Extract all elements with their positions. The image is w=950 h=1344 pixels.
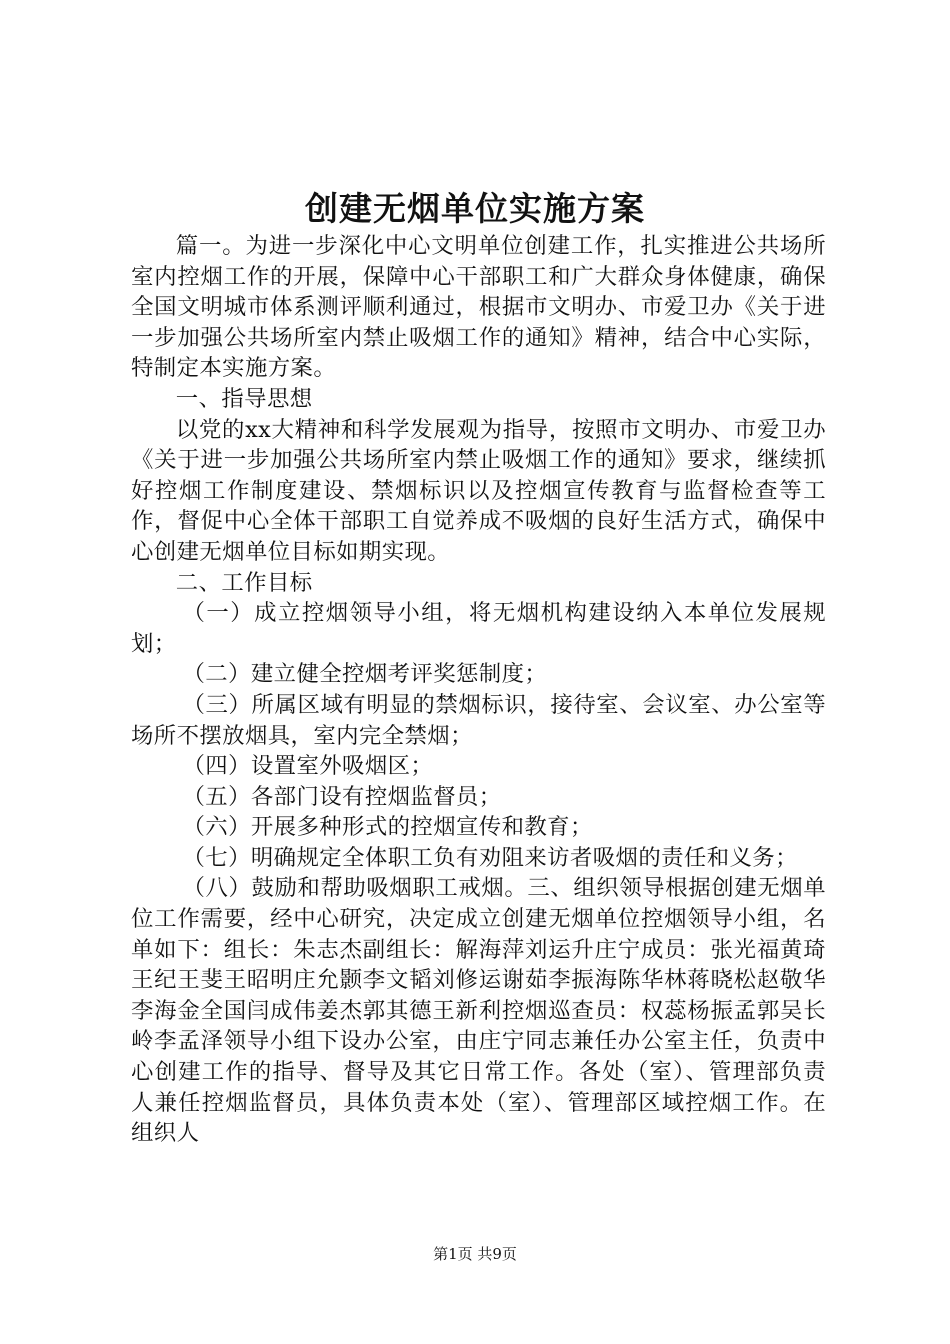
section-heading-guiding-thought: 一、指导思想 — [175, 385, 313, 412]
page-footer: 第1页 共9页 — [433, 1245, 517, 1263]
list-item-goal-6: （六）开展多种形式的控烟宣传和教育； — [182, 814, 593, 841]
document-body — [131, 231, 826, 1149]
list-item-goal-4: （四）设置室外吸烟区； — [182, 753, 434, 780]
list-item-goal-5: （五）各部门设有控烟监督员； — [182, 783, 502, 810]
list-item-goal-3: （三）所属区域有明显的禁烟标识，接待室、会议室、办公室等场所不摆放烟具，室内完全禁烟； — [131, 691, 826, 749]
list-item-goal-7: （七）明确规定全体职工负有劝阻来访者吸烟的责任和义务； — [182, 844, 798, 871]
paragraph-guiding-thought: 以党的xx大精神和科学发展观为指导，按照市文明办、市爱卫办《关于进一步加强公共场所室内禁止吸烟工作的通知》要求，继续抓好控烟工作制度建设、禁烟标识以及控烟宣传教育与监督检查等工作，督促中心全体干部职工自觉养成不吸烟的良好生活方式，确保中心创建无烟单位目标如期实现。 — [131, 416, 826, 565]
paragraph-intro: 篇一。为进一步深化中心文明单位创建工作，扎实推进公共场所室内控烟工作的开展，保障中心干部职工和广大群众身体健康，确保全国文明城市体系测评顺利通过，根据市文明办、市爱卫办《关于进一步加强公共场所室内禁止吸烟工作的通知》精神，结合中心实际，特制定本实施方案。 — [131, 233, 826, 382]
list-item-goal-8: （八）鼓励和帮助吸烟职工戒烟。三、组织领导根据创建无烟单位工作需要，经中心研究，决定成立创建无烟单位控烟领导小组，名单如下：组长：朱志杰副组长：解海萍刘运升庄宁成员：张光福黄琦王纪王斐王昭明庄允颢李文韬刘修运谢茹李振海陈华林蒋晓松赵敬华李海金全国闫成伟姜杰郭其德王新利控烟巡查员：权蕊杨振孟郭吴长岭李孟泽领导小组下设办公室，由庄宁同志兼任办公室主任，负责中心创建工作的指导、督导及其它日常工作。各处（室）、管理部负责人兼任控烟监督员，具体负责本处（室）、管理部区域控烟工作。在组织人 — [131, 875, 826, 1147]
document-title: 创建无烟单位实施方案 — [305, 189, 645, 228]
list-item-goal-1: （一）成立控烟领导小组，将无烟机构建设纳入本单位发展规划； — [131, 600, 826, 657]
section-heading-work-goals: 二、工作目标 — [175, 569, 313, 596]
list-item-goal-2: （二）建立健全控烟考评奖惩制度； — [182, 661, 548, 688]
